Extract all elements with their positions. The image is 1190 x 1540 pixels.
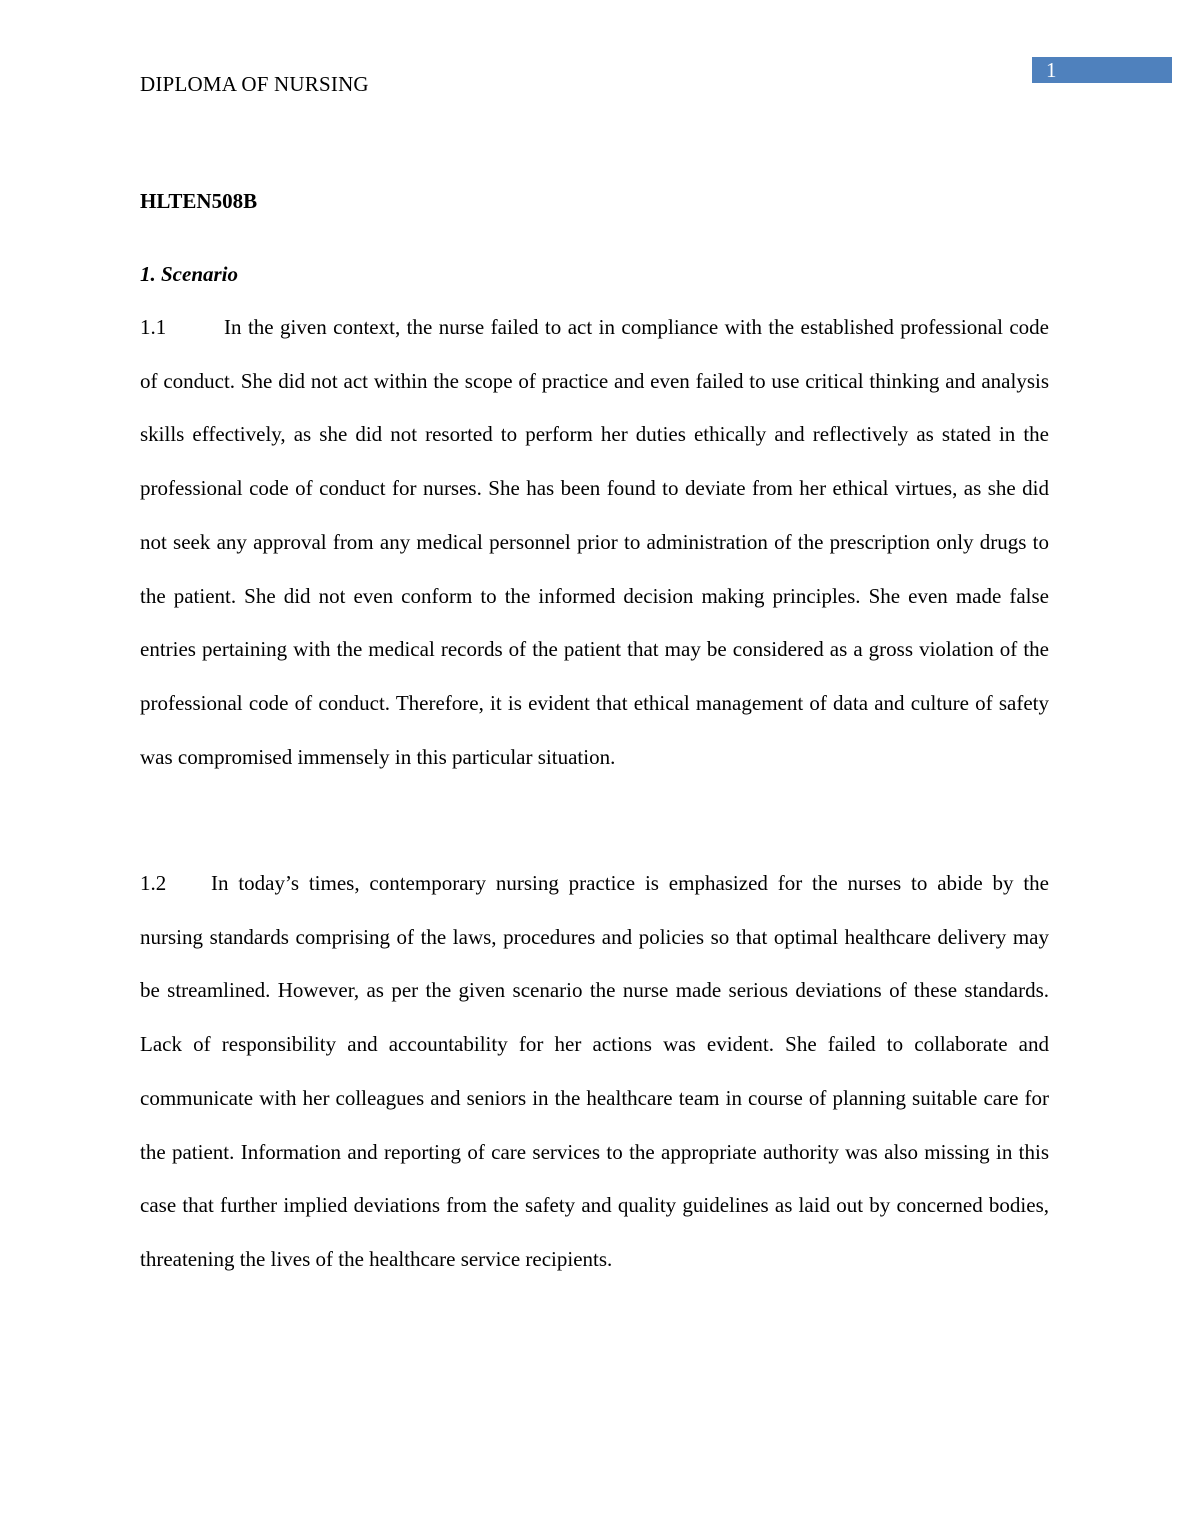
paragraph-number: 1.1 — [140, 315, 167, 339]
paragraph-1-1 — [140, 301, 1049, 784]
paragraph-number: 1.2 — [140, 871, 167, 895]
paragraph-text: In the given context, the nurse failed to act in compliance with the established professional code of conduct. She did not act within the scope of practice and even failed to use critical thinking and analysis skills effectively, as she did not resorted to perform her duties ethically and reflectively as stated in the professional code of conduct for nurses. She has been found to deviate from her ethical virtues, as she did not seek any approval from any medical personnel prior to administration of the prescription only drugs to the patient. She did not even conform to the informed decision making principles. She even made false entries pertaining with the medical records of the patient that may be considered as a gross violation of the professional code of conduct. Therefore, it is evident that ethical management of data and culture of safety was compromised immensely in this particular situation. — [140, 315, 1049, 769]
section-heading: 1. Scenario — [140, 262, 239, 286]
paragraph-text: In today’s times, contemporary nursing practice is emphasized for the nurses to abide by the nursing standards comprising of the laws, procedures and policies so that optimal healthcare delivery may be streamlined. However, as per the given scenario the nurse made serious deviations of these standards. Lack of responsibility and accountability for her actions was evident. She failed to collaborate and communicate with her colleagues and seniors in the healthcare team in course of planning suitable care for the patient. Information and reporting of care services to the appropriate authority was also missing in this case that further implied deviations from the safety and quality guidelines as laid out by concerned bodies, threatening the lives of the healthcare service recipients. — [140, 871, 1049, 1271]
running-header-title: DIPLOMA OF NURSING — [140, 72, 369, 96]
course-code-heading: HLTEN508B — [140, 189, 258, 213]
paragraph-1-2 — [140, 857, 1049, 1287]
page-number: 1 — [1046, 58, 1057, 82]
page-number-badge — [1032, 57, 1172, 83]
